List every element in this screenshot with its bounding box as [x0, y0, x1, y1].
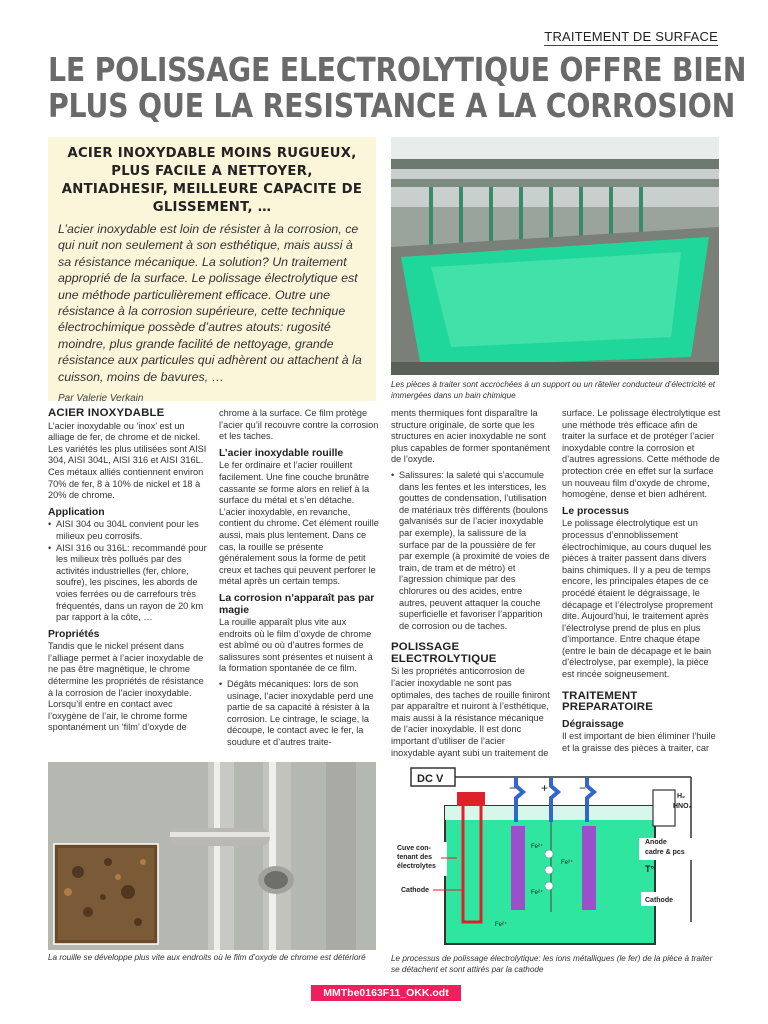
lead-subtitle: ACIER INOXYDABLE MOINS RUGUEUX, PLUS FACILE A NETTOYER, ANTIADHESIF, MEILLEURE CAPACITE DE GLISSEMENT, … [61, 146, 363, 215]
heading-rouille: L’acier inoxydable rouille [219, 447, 344, 459]
photo-electropolishing-bath [391, 137, 719, 375]
anode-label-1: Anode [645, 839, 667, 846]
paragraph: ments thermiques font disparaître la structure originale, de sorte que les structures en acier inoxydable ne sont plus capables de former spontanément de l’oxyde. [391, 408, 550, 465]
application-list [48, 519, 208, 623]
page-title [48, 50, 747, 125]
section-tag: TRAITEMENT DE SURFACE [544, 29, 718, 44]
electropolishing-diagram [391, 762, 719, 950]
title-line-1: LE POLISSAGE ELECTROLYTIQUE OFFRE BIEN [48, 50, 747, 89]
heading-corrosion: La corrosion n’apparaît pas par magie [219, 592, 375, 616]
heading-traitement: TRAITEMENT PREPARATOIRE [562, 689, 654, 714]
minus-left: − [509, 781, 517, 795]
minus-right: − [579, 781, 587, 795]
cuve-label-3: électrolytes [397, 863, 436, 870]
byline: Par Valerie Verkain [58, 393, 144, 405]
dc-v-label: DC V [417, 773, 444, 785]
lead-text: L’acier inoxydable est loin de résister à la corrosion, ce qui nuit non seulement à son esthétique, mais aussi à sa résistance mécanique. La solution? Un traitement approprié de la surface. Le polissage électrolytique est une méthode particulièrement efficace. Outre une résistance à la corrosion supérieure, cette technique électrochimique possède d’autres atouts: rugosité moindre, plus grande facilité de nettoyage, grande résistance aux particules qui adhèrent ou attachent à la cuisson, moins de bavures, … [58, 222, 362, 384]
cathode-right-label: Cathode [645, 897, 673, 904]
column-2 [219, 408, 379, 749]
h2-label: H₂ [677, 793, 686, 800]
hno3-label: HNO₃ [673, 803, 692, 810]
damage-list [219, 679, 379, 749]
diagram-caption: Le processus de polissage électrolytique: les ions métalliques (le fer) de la pièce à traiter se détachent et sont attirés par la cathode [391, 954, 713, 974]
heading-application: Application [48, 506, 105, 518]
plus-sign: + [541, 781, 549, 795]
temperature-label: T° [645, 864, 655, 874]
cuve-label-2: tenant des [397, 854, 433, 861]
fe-ion: Fe²⁺ [531, 890, 544, 896]
fe-ion: Fe²⁺ [531, 844, 544, 850]
list-item: • AISI 316 ou 316L: recommandé pour les milieux très pollués par des activités industrielles (fer, chlore, soufre), les piscines, les abords de voies ferrées ou de carrefours très fréquentés, dans un rayon de 20 km par rapport à la côte, … [48, 543, 208, 624]
file-stamp: MMTbe0163F11_OKK.odt [311, 985, 461, 1001]
lead-box [48, 137, 376, 405]
list-item: • AISI 304 ou 304L convient pour les milieux peu corrosifs. [48, 519, 208, 542]
heading-degraissage: Dégraissage [562, 718, 624, 730]
fe-ion: Fe²⁺ [561, 860, 574, 866]
paragraph: Si les propriétés anticorrosion de l’acier inoxydable ne sont pas optimales, des taches de rouille finiront par apparaître et nuiront à l’esthétique, mais aussi à la résistance mécanique de l’acier inoxydable. Il est donc important d’utiliser de l’acier inoxydable ayant subi un traitement de [391, 666, 550, 758]
heading-processus: Le processus [562, 505, 629, 517]
paragraph: Tandis que le nickel présent dans l’alliage permet à l’acier inoxydable de ne pas être magnétique, le chrome détermine les propriétés de résistance à la corrosion de l’acier inoxydable. Lorsqu’il entre en contact avec l’oxygène de l’air, le chrome forme spontanément un ‘film’ d’oxyde de [48, 641, 204, 733]
column-1 [48, 408, 208, 738]
paragraph: La rouille apparaît plus vite aux endroits où le film d’oxyde de chrome est abîmé ou où d’autres formes de salissures sont présentes et nuisent à la formation spontanée de ce film. [219, 617, 373, 674]
list-item: • Salissures: la saleté qui s’accumule dans les fentes et les interstices, les gouttes de condensation, l’utilisation de matériaux très différents (boulons galvanisés sur de l’acier inoxydable par exemple), la salissure de la surface par de la poussière de fer par exemple (à proximité de voies de train, de tram et de métro) et l’agression chimique par des chlorures ou des acides, entre autres, peuvent attaquer la couche superficielle et favoriser l’apparition de corrosion ou de taches. [391, 470, 551, 632]
anode-label-2: cadre & pcs [645, 849, 685, 856]
column-4 [562, 408, 722, 759]
heading-acier-inoxydable: ACIER INOXYDABLE [48, 407, 165, 419]
paragraph: L’acier inoxydable ou ‘inox’ est un alliage de fer, de chrome et de nickel. Les variétés les plus utilisées sont AISI 304, AISI 304L, AISI 316 et AISI 316L. Ces métaux alliés contiennent environ 70% de fer, 8 à 10% de nickel et 18 à 20% de chrome. [48, 420, 207, 501]
paragraph: surface. Le polissage électrolytique est une méthode très efficace afin de traiter la surface et de protéger l’acier inoxydable contre la corrosion et d’autres agressions. Cette méthode de protection crée en effet sur la surface un nouveau film d’oxyde de chrome, homogène, dense et bien adhérent. [562, 408, 721, 500]
paragraph: Il est important de bien éliminer l’huile et la graisse des pièces à traiter, car [562, 731, 716, 754]
dirt-list [391, 470, 551, 632]
fe-ion: Fe²⁺ [495, 922, 508, 928]
title-line-2: PLUS QUE LA RESISTANCE A LA CORROSION [48, 86, 736, 125]
cuve-label-1: Cuve con- [397, 845, 431, 852]
heading-proprietes: Propriétés [48, 628, 100, 640]
paragraph: Le polissage électrolytique est un processus d’ennoblissement électrochimique, au cours duquel les pièces à traiter passent dans divers bains chimiques. Il y a peu de temps encore, les principales étapes de ce procédé étaient le dégraissage, le décapage et l’électrolyse proprement dite. Aujourd’hui, le traitement après l’électrolyse prend de plus en plus d’importance. Entre chaque étape (entre le bain de décapage et le bain d’électrolyse, par exemple), la pièce est rincée soigneusement. [562, 518, 713, 680]
cathode-left-label: Cathode [401, 887, 429, 894]
paragraph: Le fer ordinaire et l’acier rouillent facilement. Une fine couche brunâtre cassante se forme alors en relief à la surface du métal et s’en détache. L’acier inoxydable, en revanche, contient du chrome. Cet élément rouille aussi, mais plus lentement. Dans ce cas, la rouille se présente généralement sous la forme de petit creux et taches qui peuvent perforer le métal après un certain temps. [219, 460, 379, 587]
list-item: • Dégâts mécaniques: lors de son usinage, l’acier inoxydable perd une partie de sa capacité à résister à la corrosion. Le cintrage, le sciage, la découpe, le contact avec le fer, la soudure et d’autres traite- [219, 679, 379, 749]
photo-rusted-tubes [48, 762, 376, 950]
heading-polissage: POLISSAGE ELECTROLYTIQUE [391, 641, 497, 665]
photo-bl-caption: La rouille se développe plus vite aux endroits où le film d’oxyde de chrome est détérioré [48, 953, 366, 962]
column-3 [391, 408, 551, 763]
photo-top-caption: Les pièces à traiter sont accrochées à un support ou un râtelier conducteur d’électricité et immergées dans un bain chimique [391, 380, 716, 400]
paragraph: chrome à la surface. Ce film protège l’acier qu’il recouvre contre la corrosion et les taches. [219, 408, 379, 442]
